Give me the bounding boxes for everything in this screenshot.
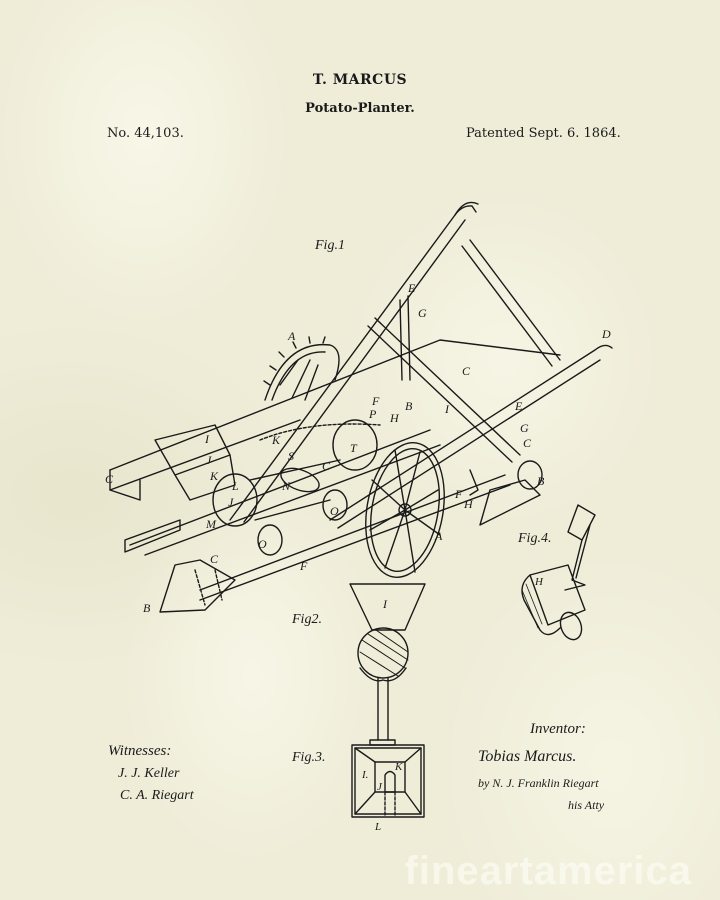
svg-text:J: J: [228, 495, 234, 509]
svg-text:L: L: [375, 821, 382, 833]
svg-text:I: I: [445, 402, 449, 416]
svg-text:H: H: [390, 411, 399, 425]
fig1-planter-drawing: [110, 202, 612, 612]
svg-text:B: B: [537, 474, 545, 488]
svg-text:C: C: [105, 472, 114, 486]
svg-text:A: A: [435, 529, 443, 543]
svg-text:O: O: [330, 504, 339, 518]
svg-text:T: T: [350, 441, 357, 455]
inventor-signature: Tobias Marcus.: [478, 748, 577, 765]
svg-text:K: K: [272, 433, 281, 447]
watermark: fineartamerica: [404, 849, 692, 893]
svg-text:F: F: [300, 559, 308, 573]
svg-text:S: S: [288, 449, 294, 463]
fig4-label: Fig.4.: [518, 531, 552, 546]
svg-text:I.: I.: [362, 769, 369, 781]
svg-text:O: O: [258, 537, 267, 551]
patent-date: Patented Sept. 6. 1864.: [466, 126, 621, 141]
svg-text:C: C: [523, 436, 532, 450]
attorney-signature: by N. J. Franklin Riegart: [478, 776, 599, 790]
svg-text:I: I: [205, 432, 209, 446]
svg-text:N: N: [282, 479, 291, 493]
witnesses-heading: Witnesses:: [108, 743, 172, 759]
svg-text:H: H: [464, 497, 473, 511]
svg-text:C: C: [322, 459, 331, 473]
attorney-suffix: his Atty: [568, 798, 605, 812]
svg-text:I: I: [383, 597, 387, 611]
svg-text:A: A: [288, 329, 296, 343]
inventor-name-heading: T. MARCUS: [312, 72, 408, 88]
witness-signature: J. J. Keller: [118, 766, 180, 781]
svg-text:L: L: [232, 479, 239, 493]
witness-signature: C. A. Riegart: [120, 788, 194, 803]
svg-text:F: F: [455, 487, 463, 501]
fig4-drawing: [522, 505, 595, 643]
fig2-label: Fig2.: [292, 612, 322, 627]
fig3-drawing: [352, 745, 424, 817]
svg-text:C: C: [462, 364, 471, 378]
svg-text:J: J: [377, 781, 382, 793]
svg-text:H: H: [535, 576, 543, 588]
svg-text:E: E: [515, 399, 523, 413]
svg-text:P: P: [369, 407, 377, 421]
inventor-heading: Inventor:: [530, 721, 586, 737]
svg-text:B: B: [143, 601, 151, 615]
patent-title: Potato-Planter.: [305, 101, 415, 116]
fig3-label: Fig.3.: [292, 750, 326, 765]
patent-number: No. 44,103.: [107, 126, 184, 141]
svg-text:M: M: [206, 517, 216, 531]
svg-text:C: C: [210, 552, 219, 566]
svg-text:K: K: [210, 469, 219, 483]
fig2-drawing: [350, 584, 425, 745]
svg-text:G: G: [418, 306, 427, 320]
svg-text:F: F: [372, 394, 380, 408]
svg-text:E: E: [408, 281, 416, 295]
svg-text:D: D: [602, 327, 611, 341]
svg-text:G: G: [520, 421, 529, 435]
fig1-label: Fig.1: [315, 238, 345, 253]
svg-text:J: J: [206, 453, 212, 467]
svg-text:K: K: [395, 761, 403, 773]
svg-text:B: B: [405, 399, 413, 413]
